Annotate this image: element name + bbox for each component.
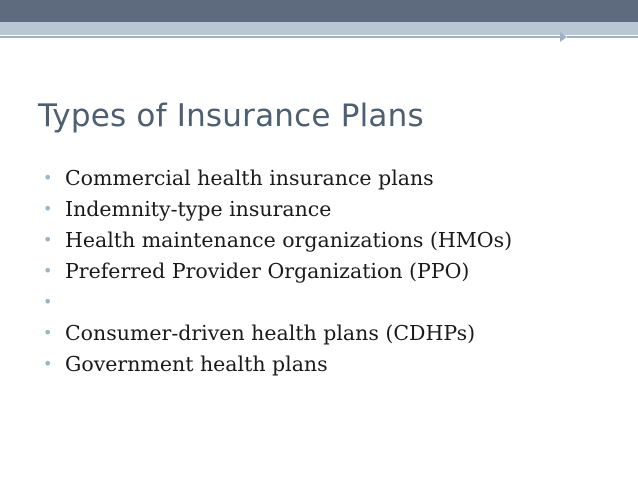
accent-line — [0, 36, 565, 38]
bullet-icon: • — [43, 168, 53, 187]
accent-line-arrow — [560, 32, 567, 42]
bullet-text: Health maintenance organizations (HMOs) — [65, 227, 513, 252]
bullet-text: Indemnity-type insurance — [65, 196, 332, 221]
bullet-icon: • — [43, 261, 53, 280]
bullet-text: Preferred Provider Organization (PPO) — [65, 258, 470, 283]
list-item — [43, 317, 512, 348]
header-band — [0, 0, 638, 22]
bullet-icon: • — [43, 199, 53, 218]
accent-line-end — [567, 36, 638, 38]
bullet-text: Commercial health insurance plans — [65, 165, 434, 190]
list-item — [43, 348, 512, 379]
header-band-light — [0, 22, 638, 35]
list-item — [43, 224, 512, 255]
list-item — [43, 255, 512, 286]
list-item — [43, 162, 512, 193]
bullet-text: Consumer-driven health plans (CDHPs) — [65, 320, 476, 345]
bullet-icon: • — [43, 292, 53, 311]
list-item — [43, 286, 512, 317]
bullet-text: Government health plans — [65, 351, 328, 376]
bullet-icon: • — [43, 323, 53, 342]
bullet-list — [43, 162, 512, 379]
slide-title: Types of Insurance Plans — [38, 98, 424, 134]
bullet-icon: • — [43, 354, 53, 373]
bullet-icon: • — [43, 230, 53, 249]
list-item — [43, 193, 512, 224]
